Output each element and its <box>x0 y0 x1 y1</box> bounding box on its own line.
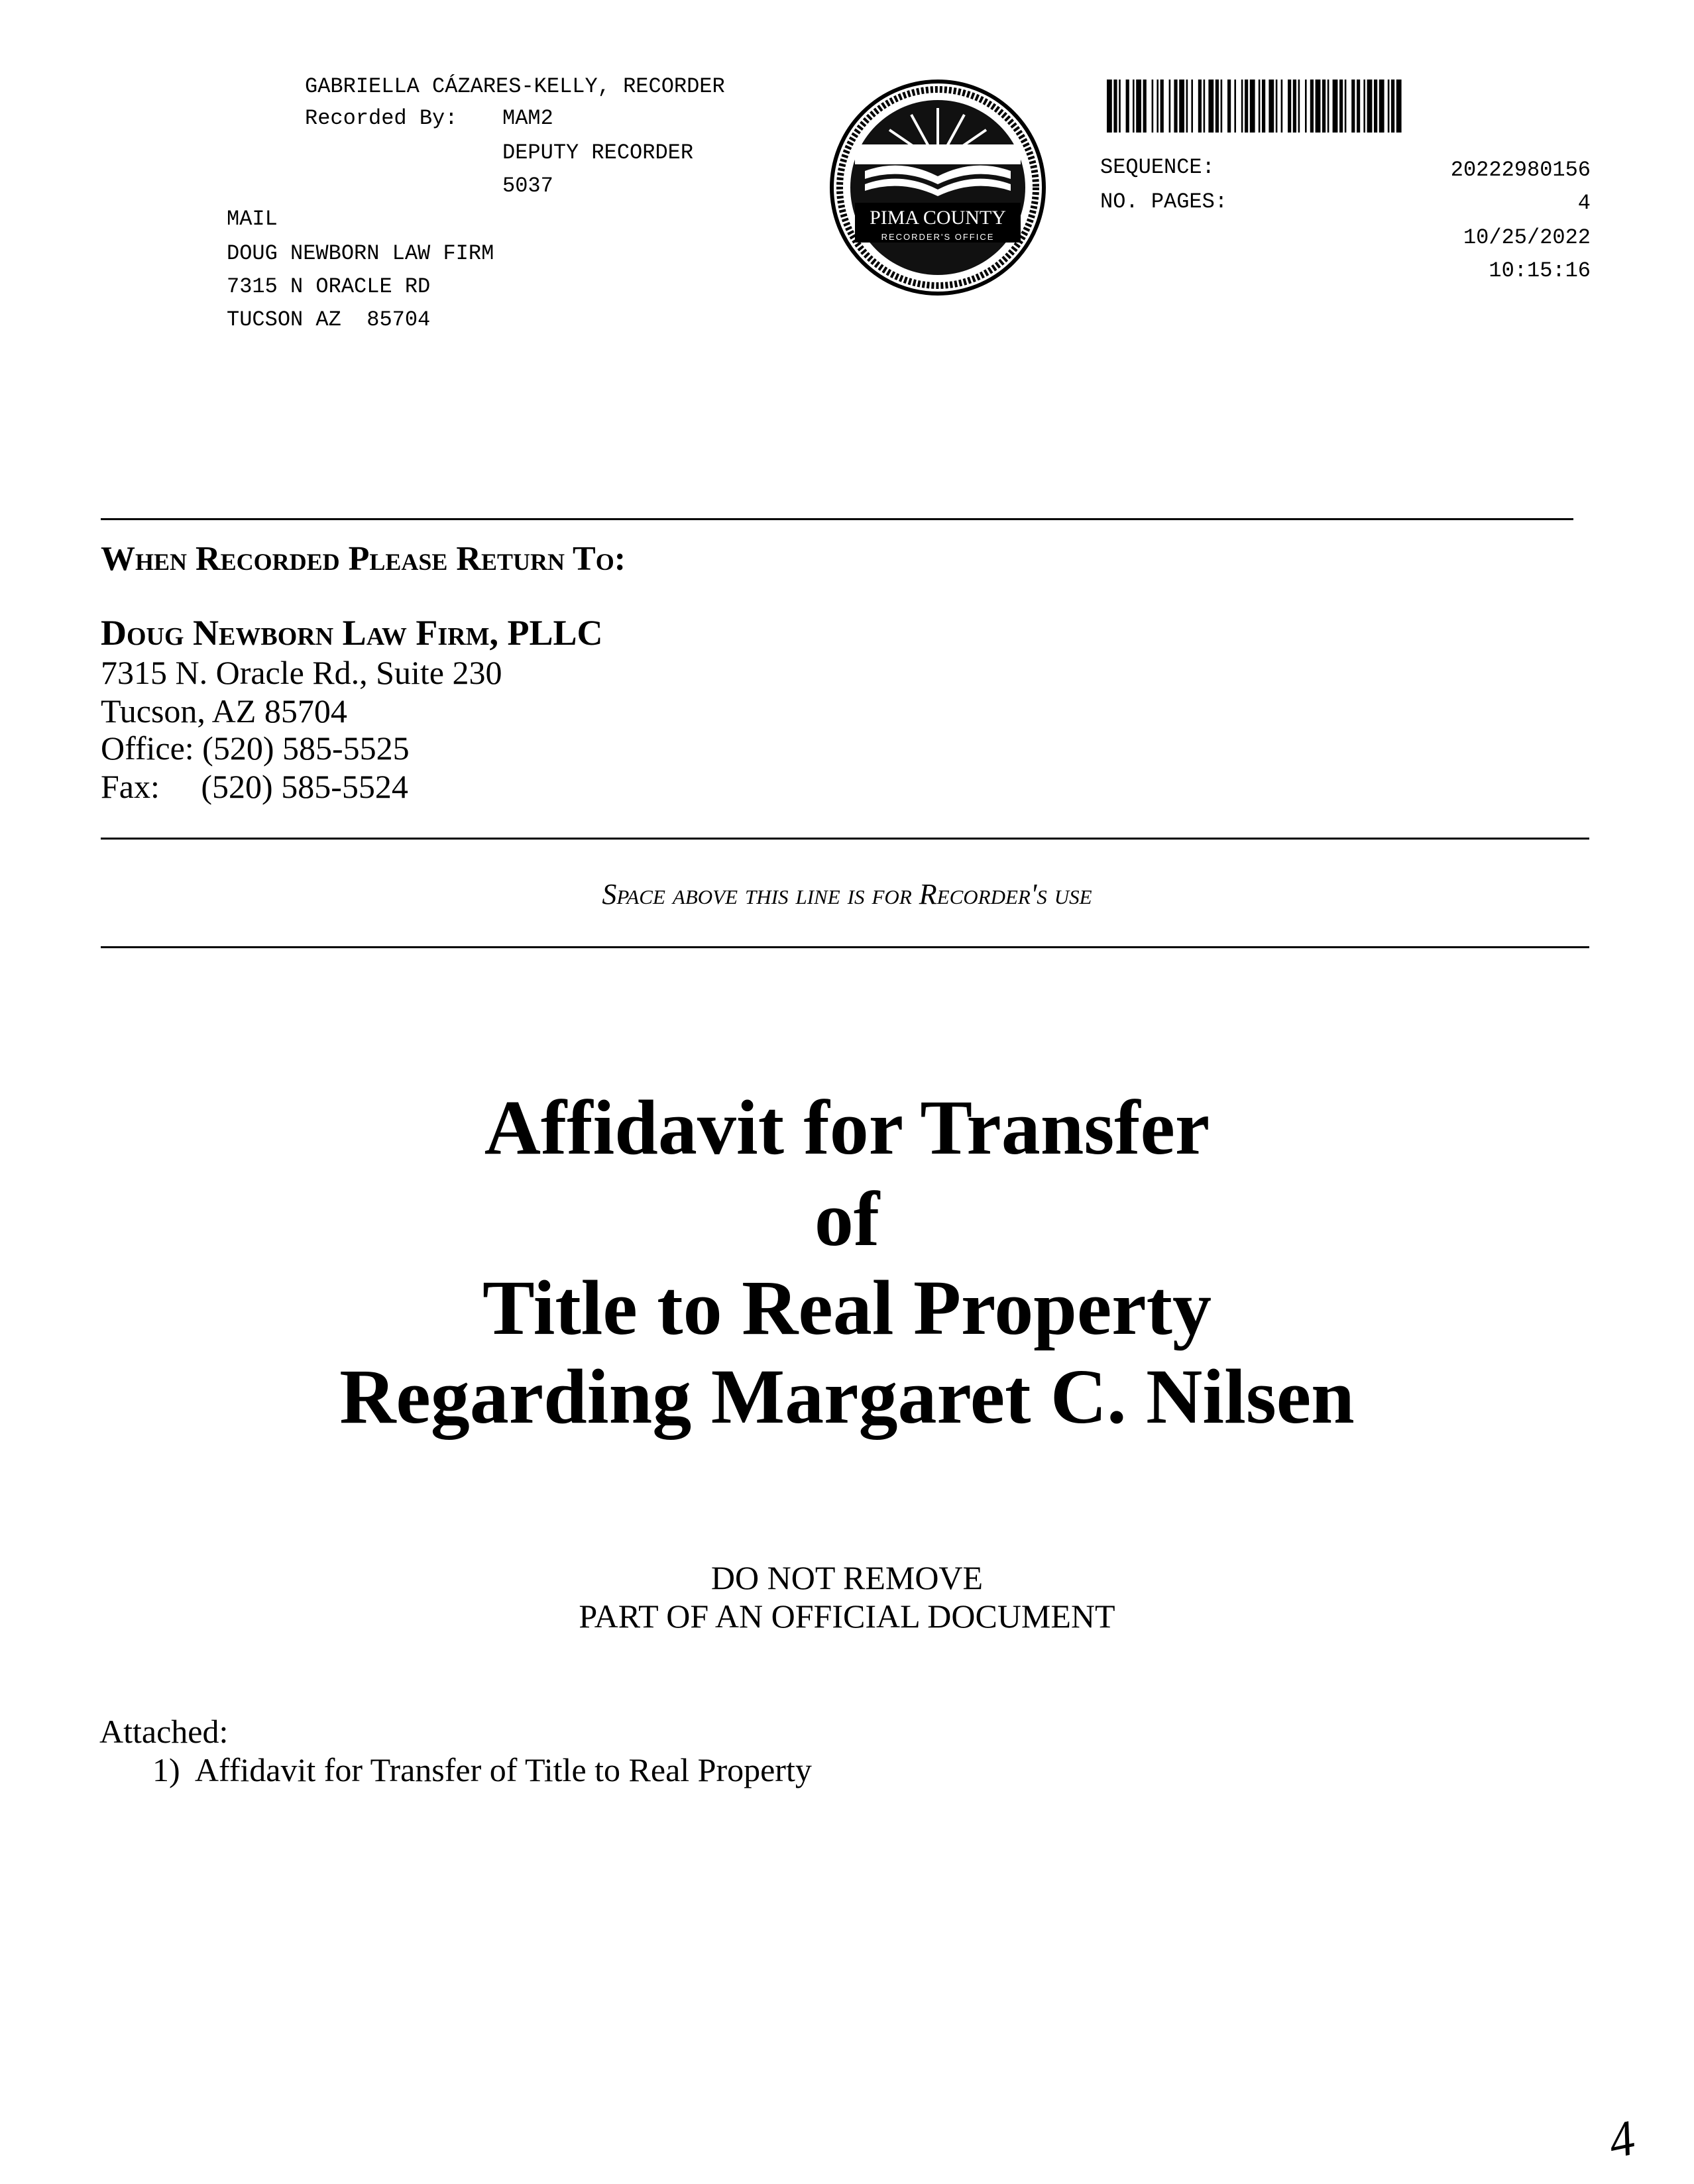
mail-line-1: DOUG NEWBORN LAW FIRM <box>227 241 494 266</box>
mail-label: MAIL <box>227 207 278 231</box>
recording-time: 10:15:16 <box>1489 258 1591 283</box>
divider-middle <box>101 838 1589 840</box>
firm-fax: Fax: (520) 585-5524 <box>101 768 408 805</box>
recorder-name: GABRIELLA CÁZARES-KELLY, RECORDER <box>305 74 725 99</box>
notice-line-1: DO NOT REMOVE <box>710 1559 984 1596</box>
sequence-label: SEQUENCE: <box>1100 155 1215 180</box>
firm-office-phone: Office: (520) 585-5525 <box>101 730 410 767</box>
barcode <box>1107 80 1557 133</box>
firm-address-1: 7315 N. Oracle Rd., Suite 230 <box>101 654 502 691</box>
firm-address-2: Tucson, AZ 85704 <box>101 692 347 730</box>
divider-top <box>101 518 1573 520</box>
title-line-1: Affidavit for Transfer <box>484 1084 1210 1171</box>
handwritten-page-mark: 4 <box>1603 2109 1640 2170</box>
attached-label: Attached: <box>99 1713 229 1750</box>
return-to-heading: When Recorded Please Return To: <box>101 540 626 578</box>
recorder-use-notice: Space above this line is for Recorder's use <box>602 878 1092 910</box>
title-line-3: Title to Real Property <box>482 1264 1212 1351</box>
recording-date: 10/25/2022 <box>1463 225 1591 250</box>
mail-line-3: TUCSON AZ 85704 <box>227 307 431 332</box>
mail-line-2: 7315 N ORACLE RD <box>227 274 431 299</box>
sequence-value: 20222980156 <box>1450 158 1591 182</box>
seal-text: PIMA COUNTY <box>870 207 1006 229</box>
recorded-by-value: MAM2 <box>502 106 553 131</box>
deputy-number: 5037 <box>502 174 553 198</box>
deputy-recorder: DEPUTY RECORDER <box>502 140 694 165</box>
pages-value: 4 <box>1577 191 1591 215</box>
divider-bottom <box>101 946 1589 948</box>
recorded-by-label: Recorded By: <box>305 106 458 131</box>
firm-name: Doug Newborn Law Firm, PLLC <box>101 613 603 653</box>
seal-subtext: RECORDER'S OFFICE <box>881 232 995 242</box>
notice-line-2: PART OF AN OFFICIAL DOCUMENT <box>579 1598 1115 1635</box>
title-line-4: Regarding Margaret C. Nilsen <box>339 1353 1355 1440</box>
pima-county-seal-logo <box>828 78 1047 297</box>
pages-label: NO. PAGES: <box>1100 190 1228 214</box>
title-line-2: of <box>814 1175 880 1262</box>
attached-item: 1) Affidavit for Transfer of Title to Real Property <box>152 1751 812 1788</box>
